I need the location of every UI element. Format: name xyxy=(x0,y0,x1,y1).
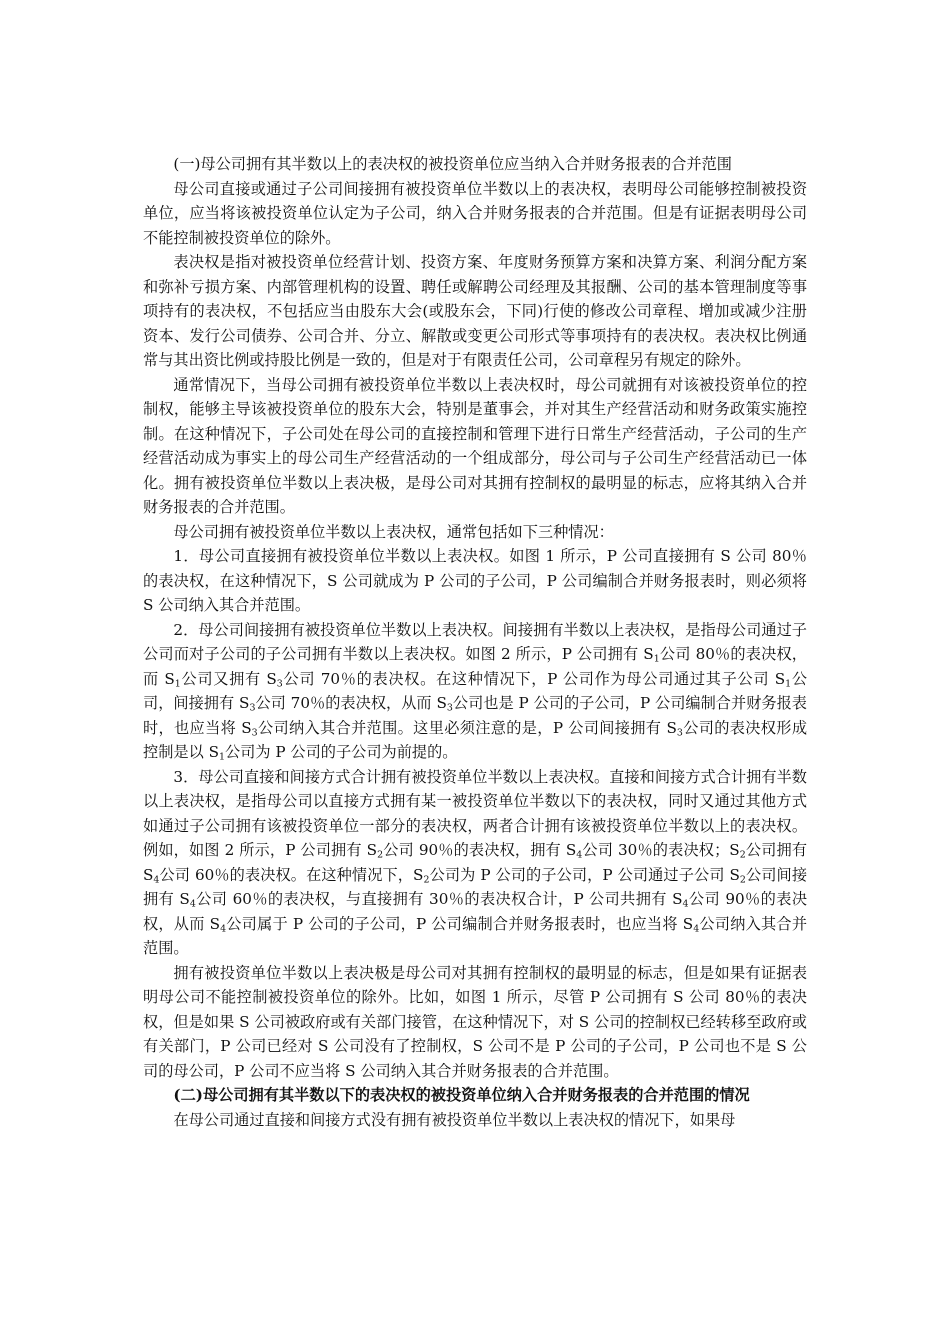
paragraph-2: 表决权是指对被投资单位经营计划、投资方案、年度财务预算方案和决算方案、利润分配方案和弥补亏损方案、内部管理机构的设置、聘任或解聘公司经理及其报酬、公司的基本管理制度等事项持有的表决权，不包括应当由股东大会(或股东会，下同)行使的修改公司章程、增加或减少注册资本、发行公司债券、公司合并、分立、解散或变更公司形式等事项持有的表决权。表决权比例通常与其出资比例或持股比例是一致的，但是对于有限责任公司，公司章程另有规定的除外。 xyxy=(143,253,807,369)
subscript-index: 2 xyxy=(739,873,746,885)
subscript-index: 1 xyxy=(785,677,792,689)
paragraph-7: 3．母公司直接和间接方式合计拥有被投资单位半数以上表决权。直接和间接方式合计拥有半数以上表决权，是指母公司以直接方式拥有某一被投资单位半数以下的表决权，同时又通过其他方式如通过子公司拥有该被投资单位一部分的表决权，两者合计拥有该被投资单位半数以上的表决权。例如，如图 2 所示，P 公司拥有 $S_2$公司 90％的表决权，拥有 $S_4$公司 30％的表决权；$S_2$公司拥有 $S_4$公司 60％的表决权。在这种情况下，$S_2$公司为 P 公司的子公司，P 公司通过子公司 $S_2$公司间接拥有 $S_4$公司 60％的表决权，与直接拥有 30％的表决权合计，P 公司共拥有 $S_4$公司 90％的表决权，从而 $S_4$公司属于 P 公司的子公司，P 公司编制合并财务报表时，也应当将 $S_4$公司纳入其合并范围。 xyxy=(143,767,808,957)
subscript-index: 3 xyxy=(249,702,256,714)
subscript-index: 4 xyxy=(693,922,700,934)
paragraph-4: 母公司拥有被投资单位半数以上表决权，通常包括如下三种情况： xyxy=(173,522,614,541)
paragraph-8: 拥有被投资单位半数以上表决极是母公司对其拥有控制权的最明显的标志，但是如果有证据表明母公司不能控制被投资单位的除外。比如，如图 1 所示，尽管 P 公司拥有 S 公司 80％的表决权，但是如果 S 公司被政府或有关部门接管，在这种情况下，对 S 公司的控制权已经转移至政府或有关部门，P 公司已经对 S 公司没有了控制权，S 公司不是 P 公司的子公司，P 公司也不是 S 公司的母公司，P 公司不应当将 S 公司纳入其合并财务报表的合并范围。 xyxy=(143,963,807,1080)
subscript-index: 4 xyxy=(682,898,689,910)
paragraph-3: 通常情况下，当母公司拥有被投资单位半数以上表决权时，母公司就拥有对该被投资单位的控制权，能够主导该被投资单位的股东大会，特别是董事会，并对其生产经营活动和财务政策实施控制。在这种情况下，子公司处在母公司的直接控制和管理下进行日常生产经营活动，子公司的生产经营活动成为事实上的母公司生产经营活动的一个组成部分，母公司与子公司生产经营活动已一体化。拥有被投资单位半数以上表决极，是母公司对其拥有控制权的最明显的标志，应将其纳入合并财务报表的合并范围。 xyxy=(143,375,807,516)
subscript-index: 2 xyxy=(423,873,430,885)
subscript-index: 2 xyxy=(739,849,746,861)
subscript-index: 4 xyxy=(153,873,160,885)
subscript-index: 1 xyxy=(218,751,225,763)
section-heading-1: (一)母公司拥有其半数以上的表决权的被投资单位应当纳入合并财务报表的合并范围 xyxy=(173,155,732,173)
subscript-index: 1 xyxy=(653,653,660,665)
subscript-index: 3 xyxy=(276,677,283,689)
section-heading-2: (二)母公司拥有其半数以下的表决权的被投资单位纳入合并财务报表的合并范围的情况 xyxy=(173,1086,750,1104)
document-body xyxy=(143,152,807,1132)
subscript-index: 2 xyxy=(377,849,384,861)
paragraph-6: 2．母公司间接拥有被投资单位半数以上表决权。间接拥有半数以上表决权，是指母公司通过子公司而对子公司的子公司拥有半数以上表决权。如图 2 所示，P 公司拥有 $S_1$公司 80％的表决权，而 $S_1$公司又拥有 $S_3$公司 70％的表决权。在这种情况下，P 公司作为母公司通过其子公司 $S_1$公司，间接拥有 $S_3$公司 70％的表决权，从而 $S_3$公司也是 P 公司的子公司，P 公司编制合并财务报表时，也应当将 $S_3$公司纳入其合并范围。这里必须注意的是，P 公司间接拥有 $S_3$公司的表决权形成控制是以 $S_1$公司为 P 公司的子公司为前提的。 xyxy=(143,620,808,763)
subscript-index: 4 xyxy=(189,898,196,910)
subscript-index: 3 xyxy=(446,702,453,714)
subscript-index: 3 xyxy=(251,726,258,738)
paragraph-9: 在母公司通过直接和间接方式没有拥有被投资单位半数以上表决权的情况下，如果母 xyxy=(173,1110,736,1129)
subscript-index: 4 xyxy=(220,922,227,934)
subscript-index: 3 xyxy=(676,726,683,738)
subscript-index: 4 xyxy=(576,849,583,861)
paragraph-1: 母公司直接或通过子公司间接拥有被投资单位半数以上的表决权，表明母公司能够控制被投资单位，应当将该被投资单位认定为子公司，纳入合并财务报表的合并范围。但是有证据表明母公司不能控制被投资单位的除外。 xyxy=(143,179,807,247)
subscript-index: 1 xyxy=(174,677,181,689)
paragraph-5: 1．母公司直接拥有被投资单位半数以上表决权。如图 1 所示，P 公司直接拥有 S 公司 80％的表决权，在这种情况下，S 公司就成为 P 公司的子公司，P 公司编制合并财务报表时，则必须将 S 公司纳入其合并范围。 xyxy=(143,547,807,614)
